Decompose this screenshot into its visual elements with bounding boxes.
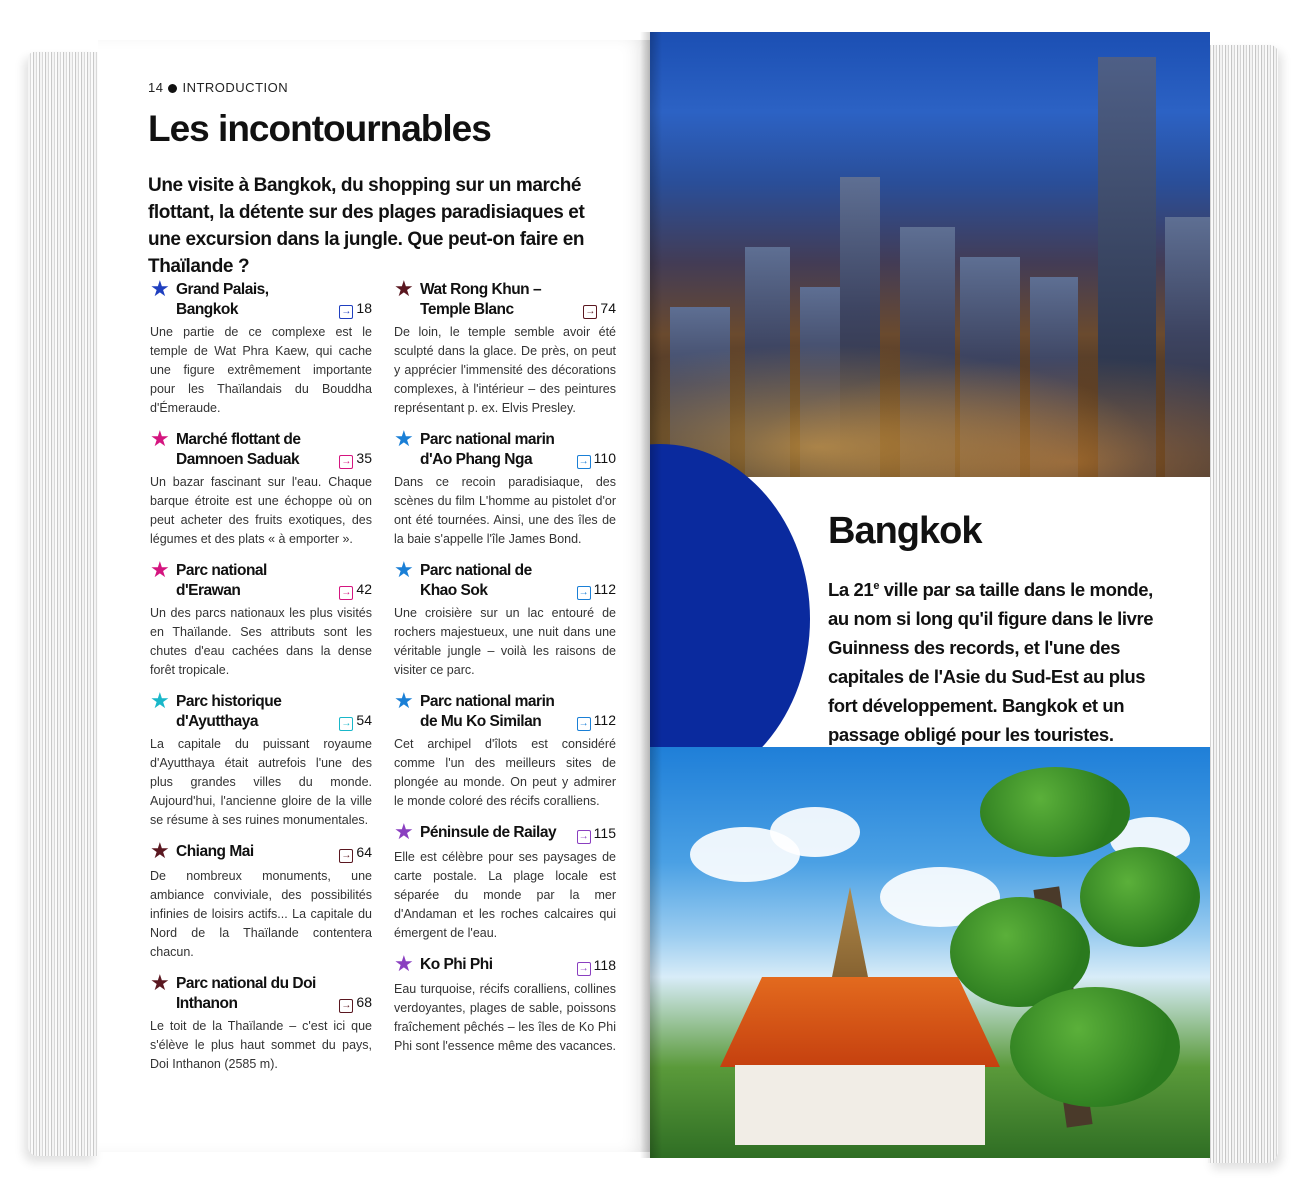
highlight-title: Parc national marin de Mu Ko Similan: [420, 693, 555, 730]
intro-text: Une visite à Bangkok, du shopping sur un marché flottant, la détente sur des plages paradisiaques et une excursion dans la jungle. Que peut-on faire en Thaïlande ?: [148, 175, 585, 277]
arrow-right-box-icon: →: [341, 587, 352, 598]
highlight-header: [394, 276, 616, 320]
highlight-title: Wat Rong Khun – Temple Blanc: [420, 281, 542, 318]
arrow-right-box-icon: →: [578, 963, 589, 974]
left-page: [98, 40, 650, 1152]
page-reference[interactable]: [339, 712, 372, 731]
highlight-description: Le toit de la Thaïlande – c'est ici que s'élève le plus haut sommet du pays, Doi Inthanon (2585 m).: [150, 1019, 372, 1071]
star-icon: ★: [150, 557, 170, 582]
highlight-title: Parc historique d'Ayutthaya: [176, 693, 282, 730]
star-icon: ★: [150, 970, 170, 995]
city-description: La 21e ville par sa taille dans le monde, au nom si long qu'il figure dans le livre Guinness des records, et l'une des capitales de l'Asie du Sud-Est au plus fort développement. Bangkok et un passage obligé pour les touristes.: [828, 579, 1154, 746]
highlight-description: Cet archipel d'îlots est considéré comme l'un des meilleurs sites de plongée au monde. On peut y admirer le monde coloré des récifs coralliens.: [394, 737, 616, 808]
highlight-title: Ko Phi Phi: [420, 956, 493, 973]
page-reference[interactable]: [577, 450, 616, 469]
highlight-entry: [394, 951, 616, 1056]
highlight-header: [150, 276, 372, 320]
arrow-right-box-icon: →: [578, 718, 589, 729]
highlight-description: Un des parcs nationaux les plus visités en Thaïlande. Ses attributs sont les chutes d'eau cachées dans la dense forêt tropicale.: [150, 606, 372, 677]
highlight-description: Un bazar fascinant sur l'eau. Chaque barque étroite est une échoppe où on peut acheter des fruits exotiques, des légumes et des plats « à emporter ».: [150, 475, 372, 546]
highlight-entry: [394, 819, 616, 943]
highlight-header: [394, 426, 616, 470]
highlights-column-2: [394, 276, 616, 1068]
highlight-header: [150, 970, 372, 1014]
section-name: INTRODUCTION: [182, 80, 289, 95]
highlight-entry: [150, 838, 372, 962]
highlight-entry: [150, 426, 372, 549]
highlight-header: [150, 426, 372, 470]
page-title: Les incontournables: [148, 108, 491, 149]
right-page: [650, 32, 1210, 1158]
page-reference-number: 74: [600, 300, 616, 316]
page-reference[interactable]: [339, 994, 372, 1013]
arrow-right-box-icon: →: [341, 456, 352, 467]
book-spine-shadow: [640, 32, 662, 1158]
arrow-right-box-icon: →: [578, 587, 589, 598]
highlight-entry: [150, 557, 372, 680]
city-title: Bangkok: [828, 510, 982, 552]
highlight-title: Péninsule de Railay: [420, 824, 557, 841]
highlight-title: Marché flottant de Damnoen Saduak: [176, 431, 301, 468]
highlight-description: La capitale du puissant royaume d'Ayutthaya était autrefois l'une des plus grandes villes du monde. Aujourd'hui, l'ancienne gloire de la ville se résume à ses ruines monumentales.: [150, 737, 372, 827]
highlight-header: [150, 688, 372, 732]
page-reference-number: 118: [593, 957, 616, 973]
highlight-description: De loin, le temple semble avoir été sculpté dans la glace. De près, on peut y apprécier l'immensité des décorations complexes, à l'intérieur – des peintures représentant p. ex. Elvis Presley.: [394, 325, 616, 415]
highlight-entry: [394, 557, 616, 680]
page-number: 14: [148, 80, 164, 95]
star-icon: ★: [394, 426, 414, 451]
highlight-entry: [150, 970, 372, 1074]
highlight-title: Parc national d'Erawan: [176, 562, 267, 599]
highlight-header: [150, 838, 372, 864]
arrow-right-box-icon: →: [341, 850, 352, 861]
page-reference-number: 112: [593, 712, 616, 728]
highlight-title: Parc national de Khao Sok: [420, 562, 532, 599]
star-icon: ★: [150, 838, 170, 863]
highlight-header: [394, 557, 616, 601]
highlight-entry: [394, 426, 616, 549]
page-reference[interactable]: [577, 581, 616, 600]
highlight-title: Parc national marin d'Ao Phang Nga: [420, 431, 555, 468]
highlight-description: De nombreux monuments, une ambiance conviviale, des possibilités infinies de loisirs actifs... La capitale du Nord de la Thaïlande contentera chacun.: [150, 869, 372, 959]
star-icon: ★: [150, 688, 170, 713]
arrow-right-box-icon: →: [341, 306, 352, 317]
star-icon: ★: [150, 426, 170, 451]
page-reference[interactable]: [583, 300, 616, 319]
highlight-entry: [394, 688, 616, 811]
page-reference[interactable]: [339, 450, 372, 469]
highlight-title: Parc national du Doi Inthanon: [176, 975, 316, 1012]
page-reference-number: 68: [356, 994, 372, 1010]
highlight-description: Dans ce recoin paradisiaque, des scènes du film L'homme au pistolet d'or ont été tournées. Ainsi, une des îles de la baie s'appelle l'île James Bond.: [394, 475, 616, 546]
page-reference-number: 54: [356, 712, 372, 728]
page-reference[interactable]: [577, 825, 616, 844]
page-reference-number: 110: [593, 450, 616, 466]
left-page-edges: [28, 52, 98, 1156]
page-reference-number: 115: [593, 825, 616, 841]
star-icon: ★: [394, 276, 414, 301]
highlight-description: Eau turquoise, récifs coralliens, collines verdoyantes, plages de sable, poissons fraîchement pêchés – les îles de Ko Phi Phi sont l'essence même des vacances.: [394, 982, 616, 1053]
page-reference-number: 35: [356, 450, 372, 466]
arrow-right-box-icon: →: [585, 306, 596, 317]
star-icon: ★: [150, 276, 170, 301]
page-reference[interactable]: [577, 957, 616, 976]
running-header: [148, 80, 288, 95]
highlight-title: Chiang Mai: [176, 843, 254, 860]
arrow-right-box-icon: →: [578, 456, 589, 467]
star-icon: ★: [394, 819, 414, 844]
star-icon: ★: [394, 557, 414, 582]
page-reference-number: 42: [356, 581, 372, 597]
arrow-right-box-icon: →: [341, 718, 352, 729]
highlight-entry: [150, 688, 372, 830]
bangkok-skyline-photo: [650, 32, 1210, 477]
highlight-entry: [394, 276, 616, 418]
wat-arun-temple-photo: [650, 747, 1210, 1158]
bullet-dot: [168, 84, 177, 93]
star-icon: ★: [394, 951, 414, 976]
highlight-header: [394, 951, 616, 977]
arrow-right-box-icon: →: [341, 1000, 352, 1011]
page-reference-number: 112: [593, 581, 616, 597]
page-reference[interactable]: [339, 581, 372, 600]
highlight-description: Elle est célèbre pour ses paysages de carte postale. La plage locale est séparée du monde par la mer d'Andaman et les roches calcaires qui émergent de l'eau.: [394, 850, 616, 940]
highlight-entry: [150, 276, 372, 418]
right-page-edges: [1208, 45, 1278, 1163]
highlight-header: [394, 688, 616, 732]
highlight-title: Grand Palais, Bangkok: [176, 281, 269, 318]
page-reference-number: 18: [356, 300, 372, 316]
arrow-right-box-icon: →: [578, 831, 589, 842]
highlight-header: [150, 557, 372, 601]
highlight-description: Une croisière sur un lac entouré de rochers majestueux, une nuit dans une véritable jungle – voilà les raisons de visiter ce parc.: [394, 606, 616, 677]
page-reference[interactable]: [339, 844, 372, 863]
highlight-header: [394, 819, 616, 845]
highlights-column-1: [150, 276, 372, 1086]
highlight-description: Une partie de ce complexe est le temple de Wat Phra Kaew, qui cache une figure extrêmement importante pour les Thaïlandais du Bouddha d'Émeraude.: [150, 325, 372, 415]
star-icon: ★: [394, 688, 414, 713]
page-reference[interactable]: [577, 712, 616, 731]
page-reference-number: 64: [356, 844, 372, 860]
page-reference[interactable]: [339, 300, 372, 319]
